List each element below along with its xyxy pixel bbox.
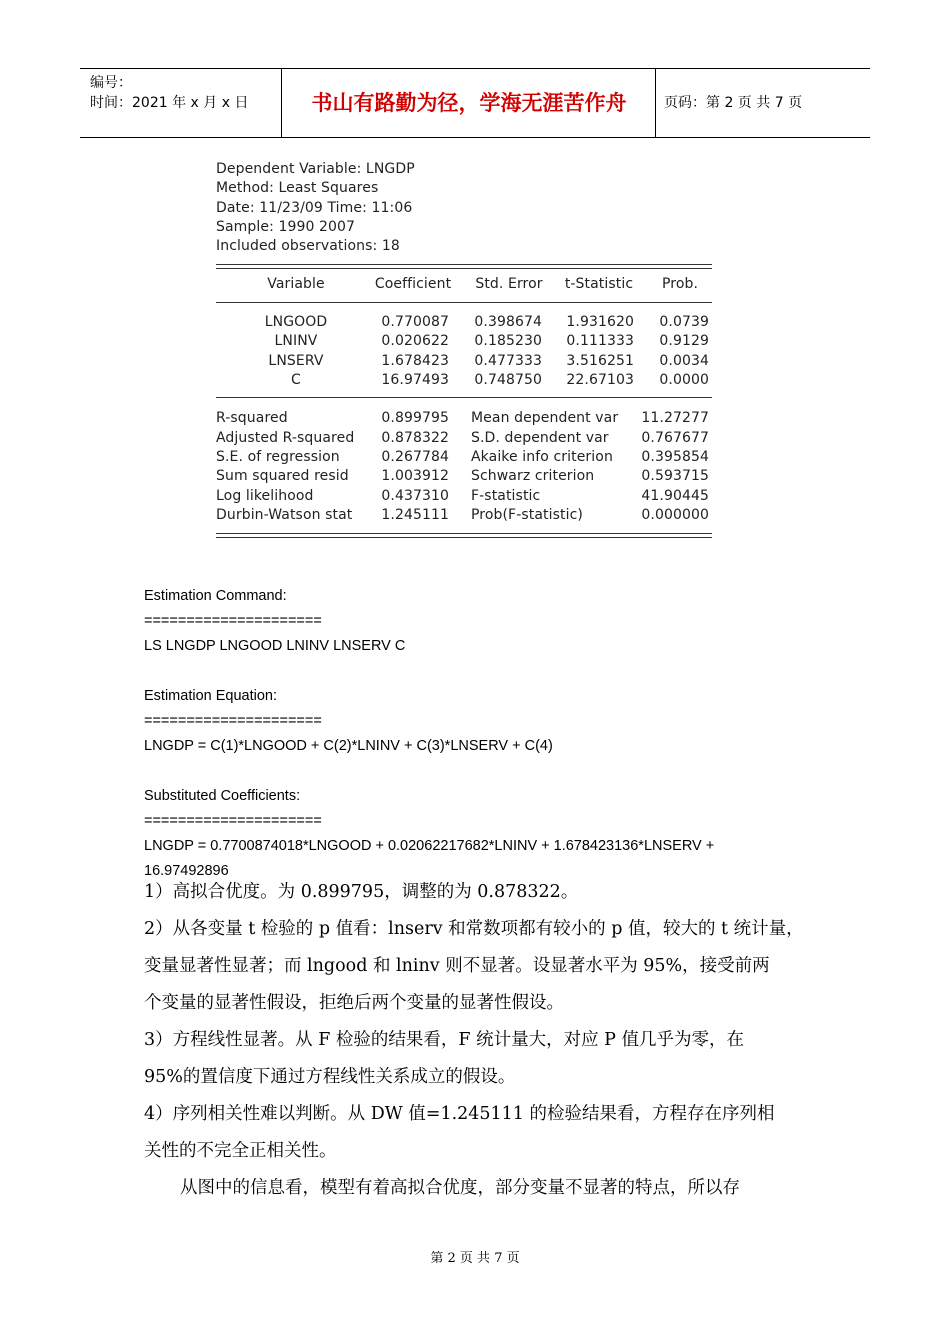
table-bottom-rule (216, 533, 712, 538)
row-variable: LNINV (274, 333, 318, 349)
row-variable: LNGOOD (264, 314, 328, 330)
stat-value: 0.000000 (641, 507, 709, 523)
stat-value: 0.878322 (381, 429, 449, 446)
row-t-statistic: 3.516251 (566, 352, 634, 369)
equation-text: LNGDP = C(1)*LNGOOD + C(2)*LNINV + C(3)*LNSERV + C(4) (144, 738, 553, 754)
header-meta (90, 73, 248, 113)
meta-line: Included observations: 18 (216, 238, 400, 255)
stat-label: R-squared (216, 410, 288, 426)
stat-value: 1.003912 (381, 468, 449, 484)
analysis-line: 变量显著性显著；而 lngood 和 lninv 则不显著。设显著水平为 95%，接受前两 (144, 956, 770, 976)
page-footer: 第 2 页 共 7 页 (430, 1251, 520, 1266)
stat-label: Adjusted R-squared (216, 429, 355, 446)
substituted-title: Substituted Coefficients: (144, 788, 301, 804)
analysis-text (144, 874, 824, 1207)
separator: ===================== (144, 613, 322, 629)
row-t-statistic: 22.67103 (566, 372, 634, 388)
stat-value: 0.395854 (641, 449, 709, 465)
row-variable: C (291, 372, 301, 388)
row-std-error: 0.398674 (474, 314, 542, 330)
stat-label: Sum squared resid (216, 468, 349, 484)
header-rule (216, 302, 712, 303)
analysis-line: 4）序列相关性难以判断。从 DW 值=1.245111 的检验结果看，方程存在序列相 (144, 1104, 775, 1124)
row-variable: LNSERV (268, 352, 324, 369)
analysis-line: 3）方程线性显著。从 F 检验的结果看，F 统计量大，对应 P 值几乎为零，在 (144, 1030, 745, 1050)
separator: ===================== (144, 713, 322, 729)
stat-value: 0.899795 (381, 410, 449, 426)
stat-value: 0.767677 (641, 429, 709, 446)
row-prob: 0.0034 (659, 352, 709, 369)
col-header-variable: Variable (267, 276, 325, 292)
header-motto: 书山有路勤为径，学海无涯苦作舟 (311, 91, 627, 115)
stat-label: Mean dependent var (471, 410, 619, 426)
stat-value: 41.90445 (641, 487, 709, 504)
row-coefficient: 0.770087 (381, 314, 449, 330)
col-header-coefficient: Coefficient (374, 276, 452, 292)
row-t-statistic: 1.931620 (566, 314, 634, 330)
analysis-line: 个变量的显著性假设，拒绝后两个变量的显著性假设。 (144, 993, 564, 1013)
row-prob: 0.0000 (659, 372, 709, 388)
stat-label: Durbin-Watson stat (216, 507, 353, 523)
stat-value: 1.245111 (381, 507, 449, 523)
regression-output (216, 160, 712, 523)
time-label: 时间：2021 年 x 月 x 日 (90, 95, 249, 111)
analysis-line: 关性的不完全正相关性。 (144, 1141, 337, 1161)
stat-label: Prob(F-statistic) (471, 507, 583, 523)
stat-label: Akaike info criterion (471, 449, 613, 465)
page-header (80, 68, 870, 138)
stat-label: S.D. dependent var (471, 429, 609, 446)
stat-value: 0.437310 (381, 487, 449, 504)
row-prob: 0.9129 (659, 333, 709, 349)
estimation-commands (144, 584, 844, 884)
row-std-error: 0.185230 (474, 333, 542, 349)
separator: ===================== (144, 813, 322, 829)
stat-label: Log likelihood (216, 487, 314, 504)
analysis-line: 1）高拟合优度。为 0.899795，调整的为 0.878322。 (144, 882, 579, 902)
command-text: LS LNGDP LNGOOD LNINV LNSERV C (144, 638, 406, 654)
col-header-std-error: Std. Error (475, 276, 543, 292)
col-header-prob: Prob. (661, 276, 699, 292)
stats-rule (216, 397, 712, 398)
row-t-statistic: 0.111333 (566, 333, 634, 349)
table-top-rule (216, 264, 712, 269)
col-header-t-statistic: t-Statistic (564, 276, 634, 292)
meta-line: Dependent Variable: LNGDP (216, 161, 415, 177)
stat-value: 0.593715 (641, 468, 709, 484)
output-meta (216, 160, 712, 256)
row-coefficient: 16.97493 (381, 372, 449, 388)
meta-line: Date: 11/23/09 Time: 11:06 (216, 199, 413, 216)
row-prob: 0.0739 (659, 314, 709, 330)
row-std-error: 0.477333 (474, 352, 542, 369)
analysis-line: 95%的置信度下通过方程线性关系成立的假设。 (144, 1067, 516, 1087)
row-std-error: 0.748750 (474, 372, 542, 388)
analysis-line: 2）从各变量 t 检验的 p 值看：lnserv 和常数项都有较小的 p 值，较大的 t 统计量， (144, 919, 804, 939)
number-label: 编号： (90, 75, 132, 91)
substituted-line: LNGDP = 0.7700874018*LNGOOD + 0.02062217682*LNINV + 1.678423136*LNSERV + (144, 838, 715, 854)
equation-title: Estimation Equation: (144, 688, 277, 704)
command-title: Estimation Command: (144, 588, 287, 604)
meta-line: Sample: 1990 2007 (216, 218, 356, 235)
stat-label: F-statistic (471, 487, 541, 504)
meta-line: Method: Least Squares (216, 180, 379, 197)
row-coefficient: 0.020622 (381, 333, 449, 349)
row-coefficient: 1.678423 (381, 352, 449, 369)
stat-label: S.E. of regression (216, 449, 340, 465)
page-info: 页码：第 2 页 共 7 页 (664, 95, 803, 111)
analysis-line: 从图中的信息看，模型有着高拟合优度，部分变量不显著的特点，所以存 (180, 1178, 740, 1198)
stat-value: 11.27277 (641, 410, 709, 426)
stat-value: 0.267784 (381, 449, 449, 465)
stat-label: Schwarz criterion (471, 468, 595, 484)
substituted-line: 16.97492896 (144, 863, 229, 879)
